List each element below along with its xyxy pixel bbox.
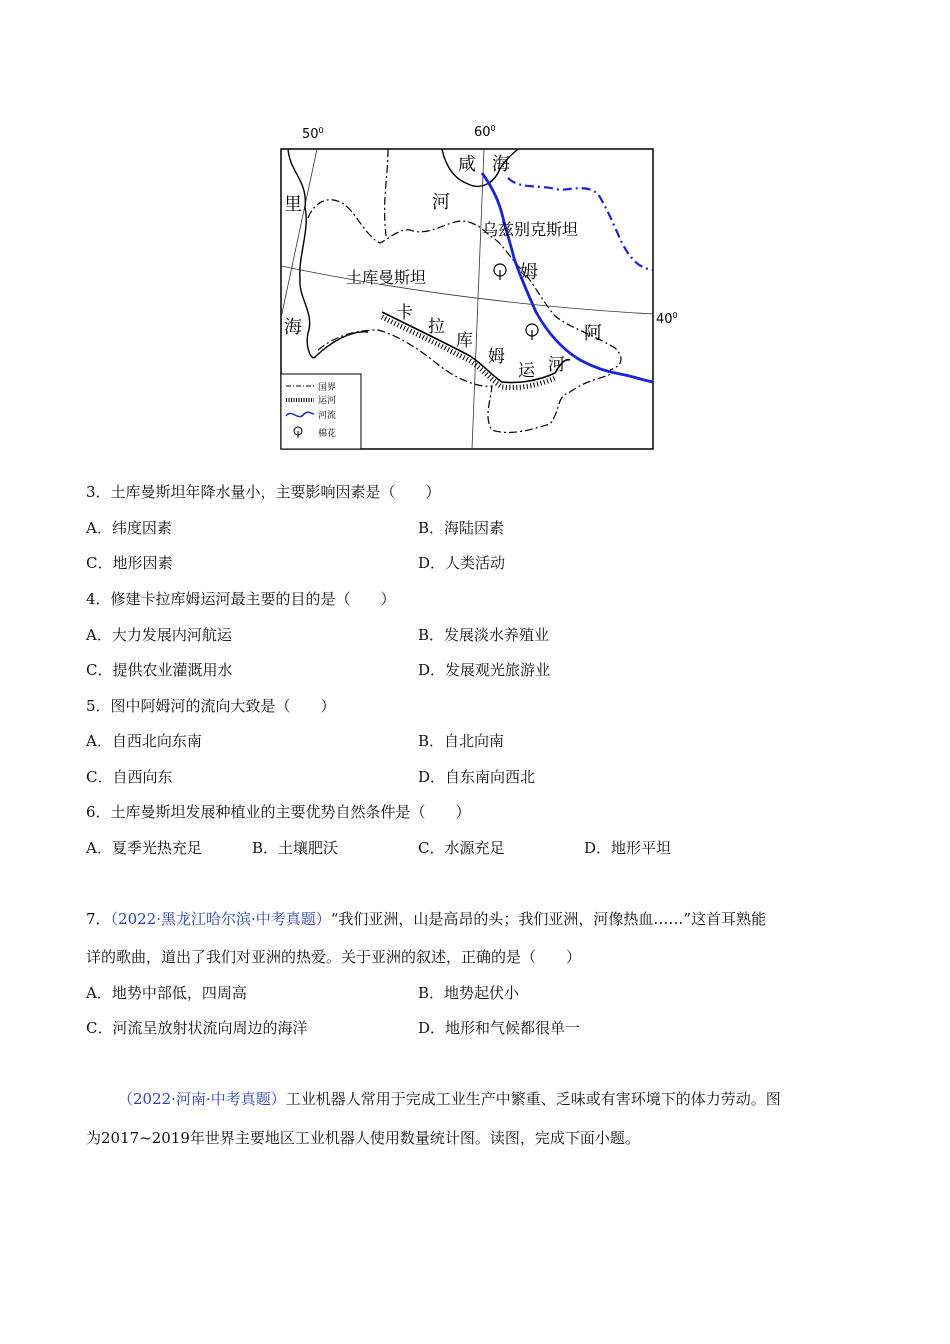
map-legend bbox=[281, 374, 361, 449]
legend-canal-label: 运河 bbox=[318, 396, 337, 406]
q7-text1: “我们亚洲，山是高昂的头；我们亚洲，河像热血……”这首耳熟能 bbox=[330, 910, 767, 928]
label-uzbekistan: 乌兹别克斯坦 bbox=[482, 220, 579, 239]
central-asia-map bbox=[270, 118, 690, 458]
q6-option-b[interactable]: B．土壤肥沃 bbox=[252, 839, 339, 857]
intro-source: （2022·河南·中考真题） bbox=[118, 1090, 286, 1108]
label-hai-top: 海 bbox=[492, 154, 510, 175]
meridian-50 bbox=[281, 149, 317, 318]
q6-stem: 6．土库曼斯坦发展种植业的主要优势自然条件是（ ） bbox=[86, 803, 471, 821]
label-yun: 运 bbox=[518, 361, 535, 381]
q7-number: 7． bbox=[86, 910, 111, 928]
label-la: 拉 bbox=[428, 317, 445, 337]
q7-option-b[interactable]: B．地势起伏小 bbox=[418, 984, 520, 1002]
label-hai-left: 海 bbox=[284, 317, 302, 338]
label-turkmenistan: 土库曼斯坦 bbox=[346, 268, 427, 287]
label-mu2: 姆 bbox=[488, 347, 505, 367]
label-ka: 卡 bbox=[396, 303, 413, 323]
q4-option-a[interactable]: A．大力发展内河航运 bbox=[86, 626, 232, 644]
label-xian: 咸 bbox=[458, 154, 476, 175]
amu-darya-river bbox=[482, 173, 653, 382]
cotton-icon bbox=[526, 324, 538, 340]
lon-60-label: $60^0$ bbox=[474, 124, 496, 140]
q4-option-d[interactable]: D．发展观光旅游业 bbox=[418, 661, 551, 679]
q7-stem-line1 bbox=[86, 909, 766, 929]
cotton-icon bbox=[494, 264, 506, 280]
q3-option-d[interactable]: D．人类活动 bbox=[418, 554, 506, 572]
q3-stem: 3．土库曼斯坦年降水量小，主要影响因素是（ ） bbox=[86, 483, 441, 501]
label-li: 里 bbox=[284, 194, 302, 215]
q7-option-c[interactable]: C．河流呈放射状流向周边的海洋 bbox=[86, 1019, 308, 1037]
q5-option-b[interactable]: B．自北向南 bbox=[418, 732, 505, 750]
q7-option-a[interactable]: A．地势中部低，四周高 bbox=[86, 984, 247, 1002]
legend-cotton-label: 棉花 bbox=[318, 429, 337, 439]
q5-option-d[interactable]: D．自东南向西北 bbox=[418, 768, 536, 786]
q6-option-d[interactable]: D．地形平坦 bbox=[584, 839, 672, 857]
q4-stem: 4．修建卡拉库姆运河最主要的目的是（ ） bbox=[86, 590, 396, 608]
lat-40-label: $40^0$ bbox=[656, 311, 678, 327]
q5-option-c[interactable]: C．自西向东 bbox=[86, 768, 173, 786]
label-ku: 库 bbox=[456, 331, 473, 351]
intro-line2: 为2017~2019年世界主要地区工业机器人使用数量统计图。读图，完成下面小题。 bbox=[86, 1129, 640, 1147]
q6-option-c[interactable]: C．水源充足 bbox=[418, 839, 505, 857]
q3-option-a[interactable]: A．纬度因素 bbox=[86, 519, 172, 537]
legend-border-label: 国界 bbox=[318, 383, 337, 393]
legend-river-label: 河流 bbox=[318, 411, 337, 421]
q5-stem: 5．图中阿姆河的流向大致是（ ） bbox=[86, 697, 336, 715]
q6-option-a[interactable]: A．夏季光热充足 bbox=[86, 839, 202, 857]
q3-option-c[interactable]: C．地形因素 bbox=[86, 554, 173, 572]
lon-50-label: $50^0$ bbox=[302, 126, 324, 142]
q7-source: （2022·黑龙江哈尔滨·中考真题） bbox=[110, 910, 331, 928]
intro-line1 bbox=[118, 1089, 781, 1109]
q3-option-b[interactable]: B．海陆因素 bbox=[418, 519, 505, 537]
q5-option-a[interactable]: A．自西北向东南 bbox=[86, 732, 202, 750]
q4-option-b[interactable]: B．发展淡水养殖业 bbox=[418, 626, 550, 644]
q4-option-c[interactable]: C．提供农业灌溉用水 bbox=[86, 661, 233, 679]
label-he2: 河 bbox=[548, 355, 565, 375]
parallel-40 bbox=[281, 266, 653, 314]
label-he: 河 bbox=[432, 192, 450, 213]
q7-option-d[interactable]: D．地形和气候都很单一 bbox=[418, 1019, 581, 1037]
intro-text1: 工业机器人常用于完成工业生产中繁重、乏味或有害环境下的体力劳动。图 bbox=[285, 1090, 781, 1108]
border-internal bbox=[385, 149, 388, 236]
q7-stem-line2: 详的歌曲，道出了我们对亚洲的热爱。关于亚洲的叙述，正确的是（ ） bbox=[86, 948, 582, 966]
label-mu1: 姆 bbox=[520, 262, 538, 283]
label-a: 阿 bbox=[584, 323, 602, 344]
